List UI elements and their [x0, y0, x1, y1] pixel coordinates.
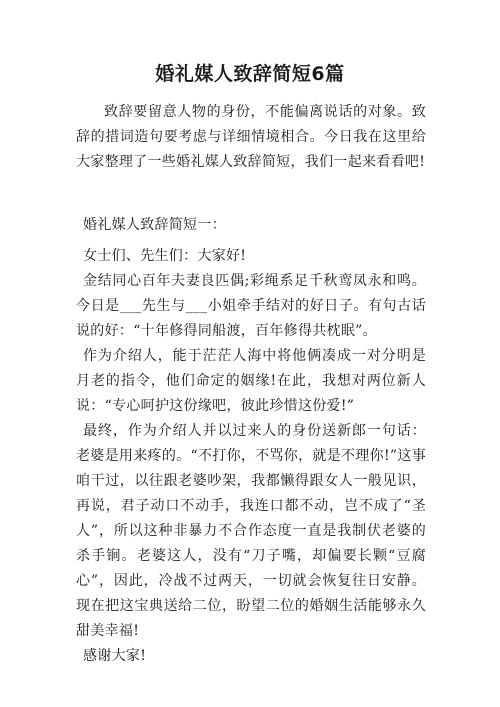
body-paragraph: 作为介绍人，能于茫茫人海中将他俩凑成一对分明是月老的指令，他们命定的姻缘!在此，我想对两位新人说：“专心呵护这份缘吧，彼此珍惜这份爱!”	[76, 348, 426, 414]
document-body	[76, 100, 426, 669]
intro-paragraph: 致辞要留意人物的身份，不能偏离说话的对象。致辞的措词造句要考虑与详细情境相合。今日我在这里给大家整理了一些婚礼媒人致辞简短，我们一起来看看吧!	[76, 104, 426, 170]
body-paragraph: 最终，作为介绍人并以过来人的身份送新郎一句话：老婆是用来疼的。“不打你，不骂你，就是不理你!”这事咱干过，以往跟老婆吵架，我都懒得跟女人一般见识，再说，君子动口不动手，我连口都不动，岂不成了“圣人”，所以这种非暴力不合作态度一直是我制伏老婆的杀手锏。老婆这人，没有“刀子嘴，却偏要长颗“豆腐心”，因此，冷战不过两天，一切就会恢复往日安静。现在把这宝典送给二位，盼望二位的婚姻生活能够永久甜美幸福!	[76, 423, 426, 639]
section-heading: 婚礼媒人致辞简短一：	[83, 217, 226, 233]
body-paragraph: 感谢大家!	[83, 648, 147, 664]
document-title: 婚礼媒人致辞简短6篇	[155, 63, 345, 85]
body-paragraph: 金结同心百年夫妻良匹偶;彩绳系足千秋鸾凤永和鸣。今日是___先生与___小姐牵手结对的好日子。有句古话说的好：“十年修得同船渡，百年修得共枕眠”。	[76, 273, 426, 339]
section-spacer	[76, 175, 426, 213]
body-paragraph: 女士们、先生们：大家好!	[83, 248, 247, 264]
